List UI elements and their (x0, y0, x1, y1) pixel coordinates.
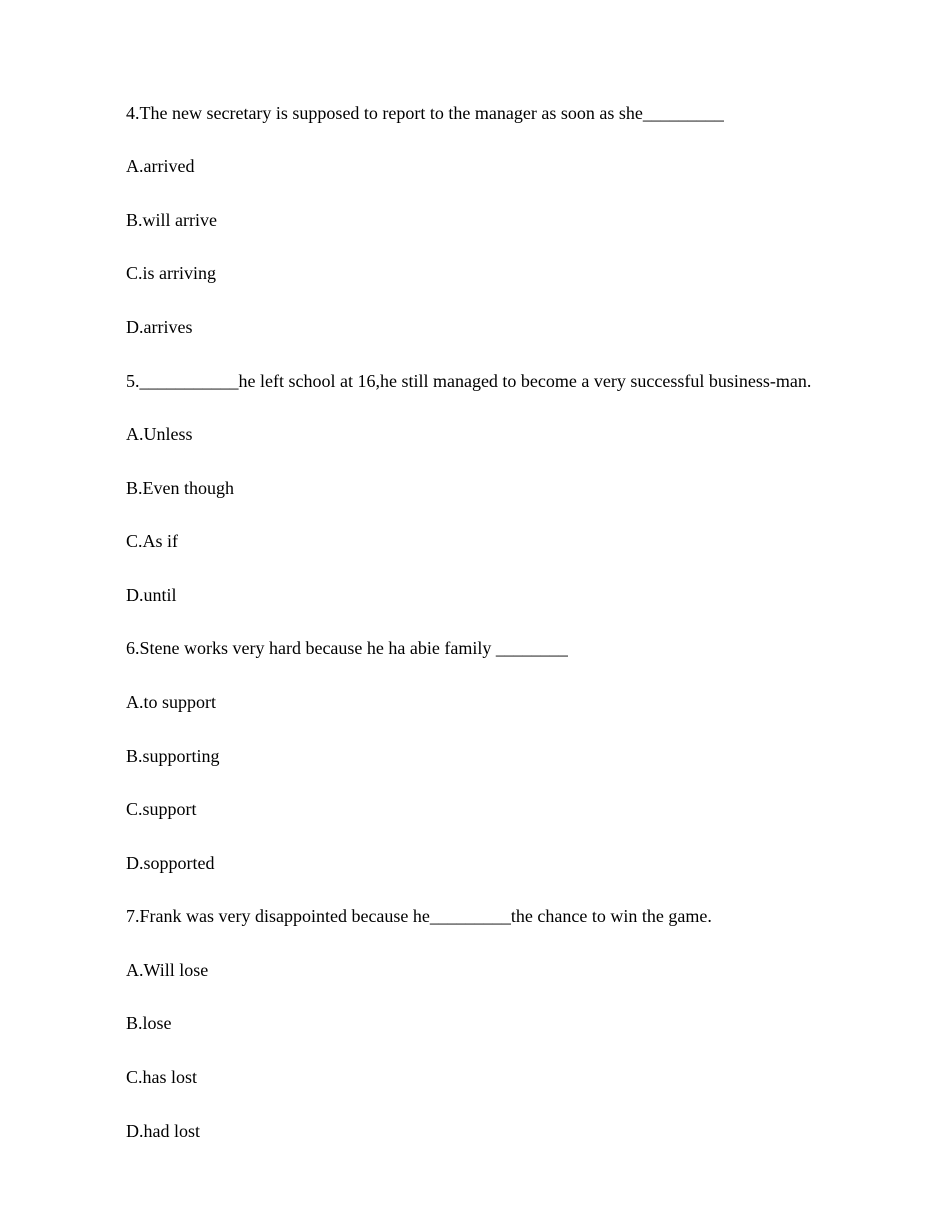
question-5-option-b: B.Even though (126, 478, 234, 498)
question-4-option-d: D.arrives (126, 317, 193, 337)
question-7-option-c: C.has lost (126, 1067, 198, 1087)
question-4-option-b: B.will arrive (126, 210, 217, 230)
question-5-option-d: D.until (126, 585, 177, 605)
question-7-stem: 7.Frank was very disappointed because he_________the chance to win the game. (126, 906, 712, 926)
question-4-option-c: C.is arriving (126, 263, 216, 283)
question-7-option-b: B.lose (126, 1013, 172, 1033)
question-5-stem: 5.___________he left school at 16,he still managed to become a very successful business-man. (126, 371, 812, 391)
question-5-option-c: C.As if (126, 531, 179, 551)
question-6-option-b: B.supporting (126, 746, 220, 766)
question-7-option-d: D.had lost (126, 1121, 200, 1141)
question-5-option-a: A.Unless (126, 424, 193, 444)
question-6-option-a: A.to support (126, 692, 216, 712)
question-4-stem: 4.The new secretary is supposed to report to the manager as soon as she_________ (126, 103, 724, 123)
question-7-option-a: A.Will lose (126, 960, 209, 980)
question-4-option-a: A.arrived (126, 156, 195, 176)
question-6-stem: 6.Stene works very hard because he ha abie family ________ (126, 638, 568, 658)
question-6-option-d: D.sopported (126, 853, 215, 873)
question-6-option-c: C.support (126, 799, 197, 819)
